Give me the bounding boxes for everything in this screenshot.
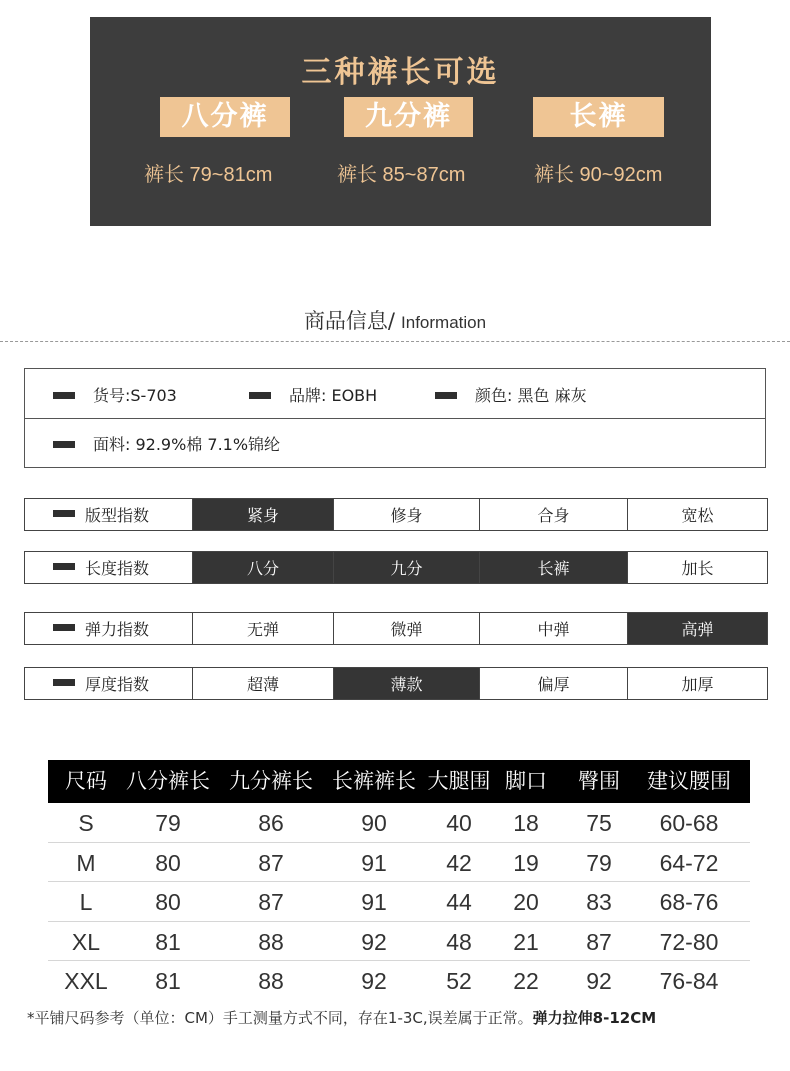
- size-cell: 72-80: [659, 928, 719, 955]
- index-row: [24, 498, 768, 531]
- table-row: [48, 843, 750, 883]
- index-option: 紧身: [192, 499, 333, 530]
- size-cell: 60-68: [659, 810, 719, 836]
- size-table: [48, 760, 750, 1000]
- index-option: 修身: [333, 499, 479, 530]
- bullet-bar-icon: [53, 563, 75, 570]
- size-cell: 64-72: [659, 849, 719, 876]
- size-cell: 87: [586, 928, 612, 955]
- option-length-cropped: 裤长 79~81cm: [144, 164, 273, 186]
- banner-title: 三种裤长可选: [301, 55, 500, 90]
- color-text: 颜色: 黑色 麻灰: [475, 386, 587, 405]
- bullet-bar-icon: [53, 441, 75, 448]
- dashed-divider: [0, 341, 790, 342]
- index-label-text: 厚度指数: [85, 675, 150, 694]
- size-header-cell: 八分裤长: [126, 769, 210, 793]
- size-note-text: *平铺尺码参考（单位：CM）手工测量方式不同，存在1-3C,误差属于正常。: [27, 1009, 533, 1027]
- index-option: 高弹: [627, 613, 767, 644]
- size-cell: 88: [258, 928, 284, 955]
- index-option: 中弹: [479, 613, 627, 644]
- index-option: 九分: [333, 552, 479, 583]
- size-cell: S: [78, 810, 94, 836]
- size-cell: 48: [446, 928, 472, 955]
- size-cell: 81: [155, 968, 181, 994]
- size-cell: 79: [155, 810, 181, 836]
- size-table-body: [48, 803, 750, 1000]
- option-label-long: 长裤: [533, 97, 664, 137]
- index-option: 微弹: [333, 613, 479, 644]
- index-option: 薄款: [333, 668, 479, 699]
- size-cell: 75: [586, 810, 612, 836]
- size-cell: 83: [586, 889, 612, 915]
- info-heading-zh: 商品信息/: [303, 309, 396, 333]
- size-cell: 79: [586, 849, 612, 876]
- size-cell: M: [76, 849, 96, 876]
- size-cell: 86: [258, 810, 284, 836]
- index-option: 宽松: [627, 499, 767, 530]
- option-length-long: 裤长 90~92cm: [534, 164, 663, 186]
- size-cell: 21: [513, 928, 539, 955]
- index-label-text: 版型指数: [85, 506, 150, 525]
- size-cell: 19: [513, 849, 539, 876]
- bullet-bar-icon: [53, 679, 75, 686]
- info-heading-en: Information: [401, 313, 487, 332]
- size-header-cell: 尺码: [65, 769, 107, 793]
- option-length-ninth: 裤长 85~87cm: [337, 164, 466, 186]
- option-label-ninth: 九分裤: [344, 97, 473, 137]
- size-cell: XXL: [64, 968, 108, 994]
- size-note-bold: 弹力拉伸8-12CM: [532, 1009, 657, 1027]
- index-option: 偏厚: [479, 668, 627, 699]
- table-row: [48, 803, 750, 843]
- product-info-box: [24, 368, 766, 468]
- size-cell: 68-76: [659, 889, 719, 915]
- size-cell: 90: [361, 810, 387, 836]
- size-cell: 40: [446, 810, 472, 836]
- index-row: [24, 667, 768, 700]
- info-item-number: [53, 386, 177, 406]
- size-header-cell: 臀围: [578, 769, 620, 793]
- size-header-cell: 长裤裤长: [332, 769, 416, 793]
- size-cell: 18: [513, 810, 539, 836]
- size-cell: 87: [258, 849, 284, 876]
- size-cell: 42: [446, 849, 472, 876]
- info-divider: [25, 418, 765, 419]
- index-row-label: [25, 668, 192, 699]
- index-row-label: [25, 613, 192, 644]
- index-option: 超薄: [192, 668, 333, 699]
- info-fabric: [53, 435, 280, 455]
- table-row: [48, 882, 750, 922]
- index-label-text: 弹力指数: [85, 620, 150, 639]
- size-cell: 88: [258, 968, 284, 994]
- size-header-cell: 建议腰围: [647, 769, 731, 793]
- size-header-cell: 九分裤长: [229, 769, 313, 793]
- size-note: [27, 1007, 656, 1028]
- index-option: 合身: [479, 499, 627, 530]
- size-cell: L: [79, 889, 93, 915]
- size-cell: XL: [71, 928, 101, 955]
- size-cell: 91: [361, 889, 387, 915]
- size-cell: 92: [361, 928, 387, 955]
- index-row-label: [25, 499, 192, 530]
- size-header-cell: 大腿围: [427, 769, 491, 793]
- bullet-bar-icon: [53, 392, 75, 399]
- index-option: 八分: [192, 552, 333, 583]
- table-row: [48, 961, 750, 1000]
- index-row: [24, 551, 768, 584]
- size-cell: 44: [446, 889, 472, 915]
- size-cell: 80: [155, 849, 181, 876]
- size-cell: 81: [155, 928, 181, 955]
- info-brand: [249, 386, 377, 406]
- bullet-bar-icon: [53, 624, 75, 631]
- info-color: [435, 386, 587, 406]
- size-cell: 76-84: [659, 968, 719, 994]
- info-heading: [0, 305, 790, 335]
- option-label-cropped: 八分裤: [160, 97, 290, 137]
- index-option: 长裤: [479, 552, 627, 583]
- bullet-bar-icon: [53, 510, 75, 517]
- size-cell: 87: [258, 889, 284, 915]
- index-option: 加厚: [627, 668, 767, 699]
- size-cell: 52: [446, 968, 472, 994]
- bullet-bar-icon: [249, 392, 271, 399]
- size-cell: 80: [155, 889, 181, 915]
- size-cell: 92: [586, 968, 612, 994]
- bullet-bar-icon: [435, 392, 457, 399]
- size-cell: 92: [361, 968, 387, 994]
- item-number-text: 货号:S-703: [93, 386, 177, 405]
- index-row: [24, 612, 768, 645]
- index-option: 加长: [627, 552, 767, 583]
- pant-length-banner: [90, 17, 711, 226]
- size-table-header: [48, 760, 750, 803]
- table-row: [48, 922, 750, 962]
- index-option: 无弹: [192, 613, 333, 644]
- index-label-text: 长度指数: [85, 559, 150, 578]
- size-cell: 20: [513, 889, 539, 915]
- size-header-cell: 脚口: [505, 769, 547, 793]
- brand-text: 品牌: EOBH: [289, 386, 378, 405]
- size-cell: 22: [513, 968, 539, 994]
- index-row-label: [25, 552, 192, 583]
- size-cell: 91: [361, 849, 387, 876]
- fabric-text: 面料: 92.9%棉 7.1%锦纶: [93, 435, 281, 454]
